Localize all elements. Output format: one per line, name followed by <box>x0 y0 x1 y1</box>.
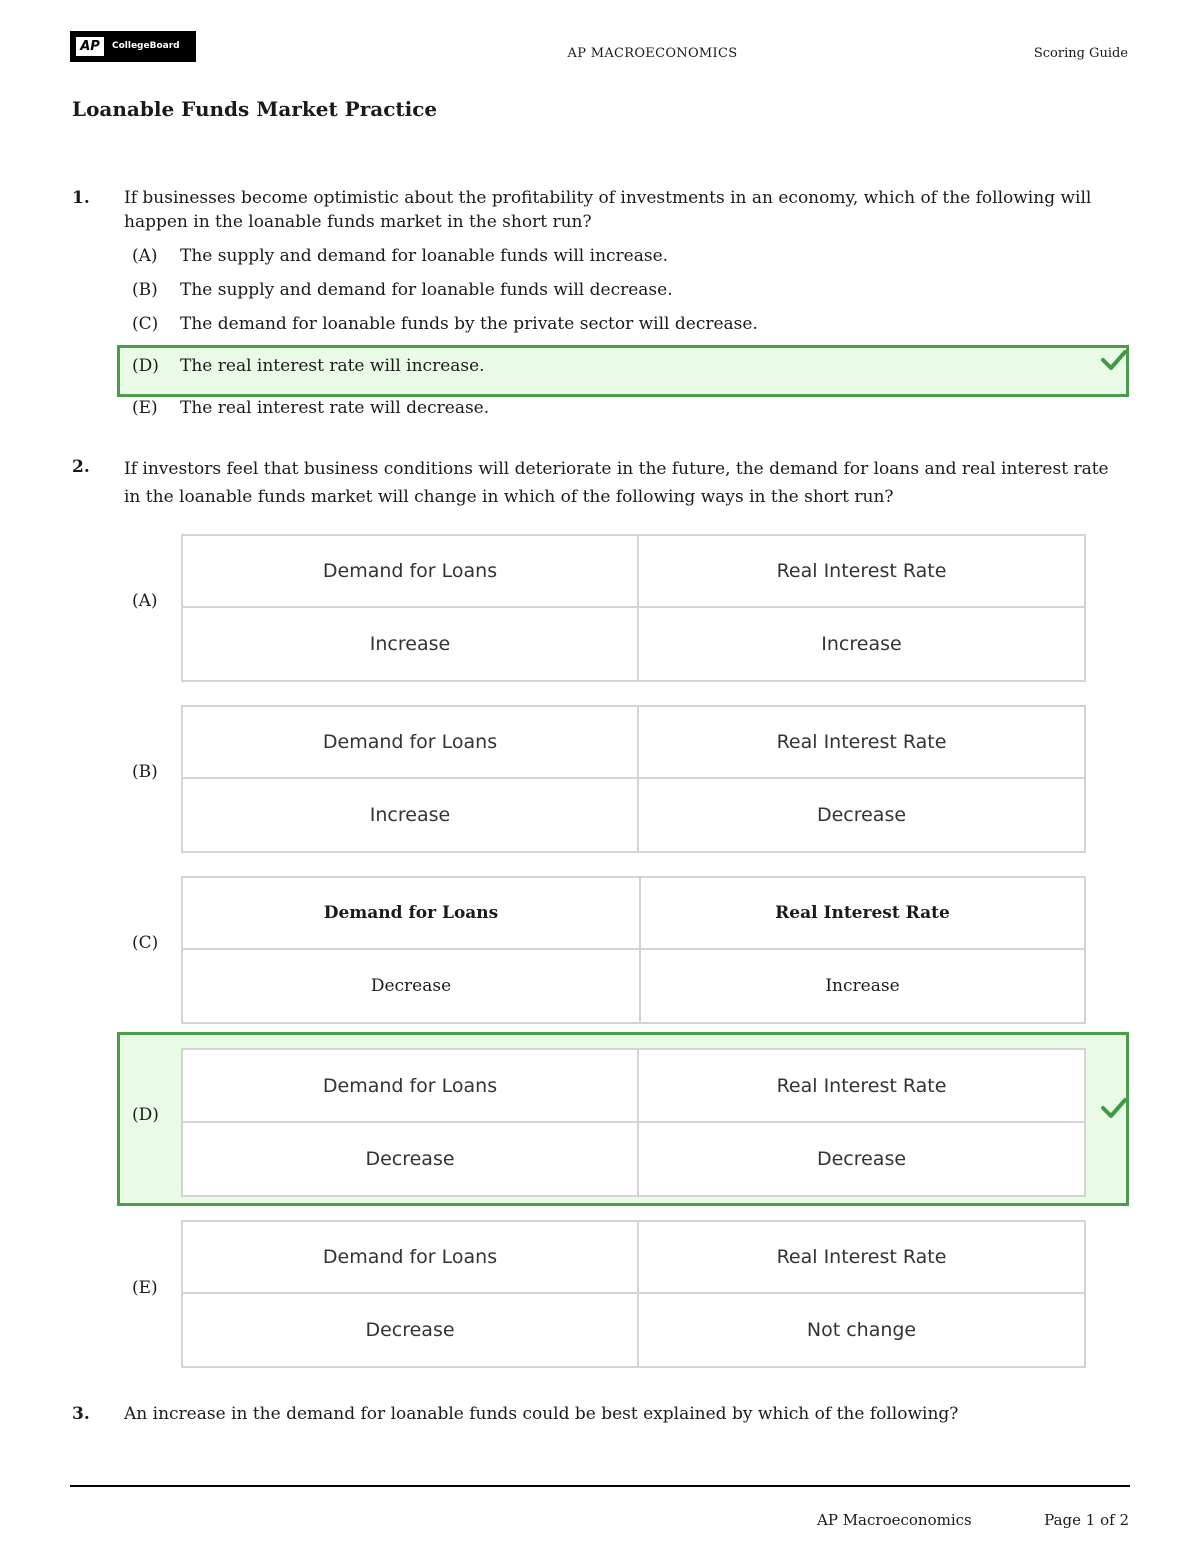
table-value-demand: Increase <box>183 779 639 851</box>
footer-page-number: Page 1 of 2 <box>1044 1511 1129 1529</box>
question-2-choice-b-table[interactable] <box>181 705 1086 853</box>
logo-brand-text: CollegeBoard <box>112 41 180 51</box>
table-header-demand: Demand for Loans <box>183 1222 639 1294</box>
table-value-demand: Decrease <box>183 1123 639 1195</box>
question-2-text: If investors feel that business conditions will deteriorate in the future, the demand for loans and real interest rate in the loanable funds market will change in which of the following ways in the short run? <box>124 459 1109 507</box>
choice-label: (D) <box>132 356 159 376</box>
question-2-choice-b-label[interactable]: (B) <box>132 762 158 782</box>
choice-label: (C) <box>132 314 159 334</box>
table-header-demand: Demand for Loans <box>183 1050 639 1123</box>
question-2-choice-c-table[interactable] <box>181 876 1086 1024</box>
table-value-demand: Decrease <box>183 1294 639 1366</box>
question-1-choice-d[interactable] <box>132 354 485 378</box>
header-course-title: AP MACROECONOMICS <box>567 46 738 61</box>
question-1-choice-e[interactable] <box>132 396 489 420</box>
table-header-rate: Real Interest Rate <box>639 1050 1084 1123</box>
question-1-choice-a[interactable] <box>132 244 668 268</box>
choice-label: (B) <box>132 280 158 300</box>
question-1-number: 1. <box>72 188 90 208</box>
table-value-demand: Decrease <box>183 950 641 1022</box>
table-header-rate: Real Interest Rate <box>639 536 1084 608</box>
choice-label: (A) <box>132 246 158 266</box>
question-2-choice-d-label[interactable]: (D) <box>132 1105 159 1125</box>
check-icon <box>1101 350 1127 370</box>
table-header-demand: Demand for Loans <box>183 707 639 779</box>
question-1-text: If businesses become optimistic about the profitability of investments in an economy, which of the following will happen in the loanable funds market in the short run? <box>124 188 1092 232</box>
choice-text: The supply and demand for loanable funds will decrease. <box>180 280 673 300</box>
footer-course: AP Macroeconomics <box>817 1511 972 1529</box>
choice-text: The real interest rate will increase. <box>180 356 485 376</box>
choice-text: The real interest rate will decrease. <box>180 398 490 418</box>
footer-divider <box>70 1485 1130 1487</box>
table-header-rate: Real Interest Rate <box>639 707 1084 779</box>
question-2-choice-a-table[interactable] <box>181 534 1086 682</box>
question-1-choice-b[interactable] <box>132 278 673 302</box>
table-value-rate: Increase <box>821 633 902 655</box>
question-2-number: 2. <box>72 457 90 477</box>
logo-ap-mark: AP <box>76 37 104 56</box>
check-icon <box>1101 1098 1127 1118</box>
table-value-rate: Increase <box>825 976 900 996</box>
table-value-rate: Decrease <box>816 804 907 826</box>
choice-text: The supply and demand for loanable funds will increase. <box>180 246 669 266</box>
table-header-demand: Demand for Loans <box>183 536 639 608</box>
choice-text: The demand for loanable funds by the private sector will decrease. <box>180 314 758 334</box>
question-3-number: 3. <box>72 1404 90 1424</box>
table-value-rate: Not change <box>806 1319 917 1341</box>
header-scoring-guide: Scoring Guide <box>1033 46 1128 61</box>
table-header-rate: Real Interest Rate <box>641 878 1084 950</box>
choice-label: (E) <box>132 398 158 418</box>
question-2-choice-c-label[interactable]: (C) <box>132 933 159 953</box>
question-2-choice-d-table[interactable] <box>181 1048 1086 1197</box>
table-value-rate: Decrease <box>816 1148 907 1170</box>
question-3-text: An increase in the demand for loanable funds could be best explained by which of the following? <box>124 1404 959 1424</box>
page-title: Loanable Funds Market Practice <box>72 97 438 121</box>
table-value-demand: Increase <box>183 608 639 680</box>
question-2-choice-a-label[interactable]: (A) <box>132 591 158 611</box>
table-header-demand: Demand for Loans <box>183 878 641 950</box>
question-2-choice-e-label[interactable]: (E) <box>132 1278 158 1298</box>
question-2-choice-e-table[interactable] <box>181 1220 1086 1368</box>
table-header-rate: Real Interest Rate <box>639 1222 1084 1294</box>
question-1-choice-c[interactable] <box>132 312 758 336</box>
